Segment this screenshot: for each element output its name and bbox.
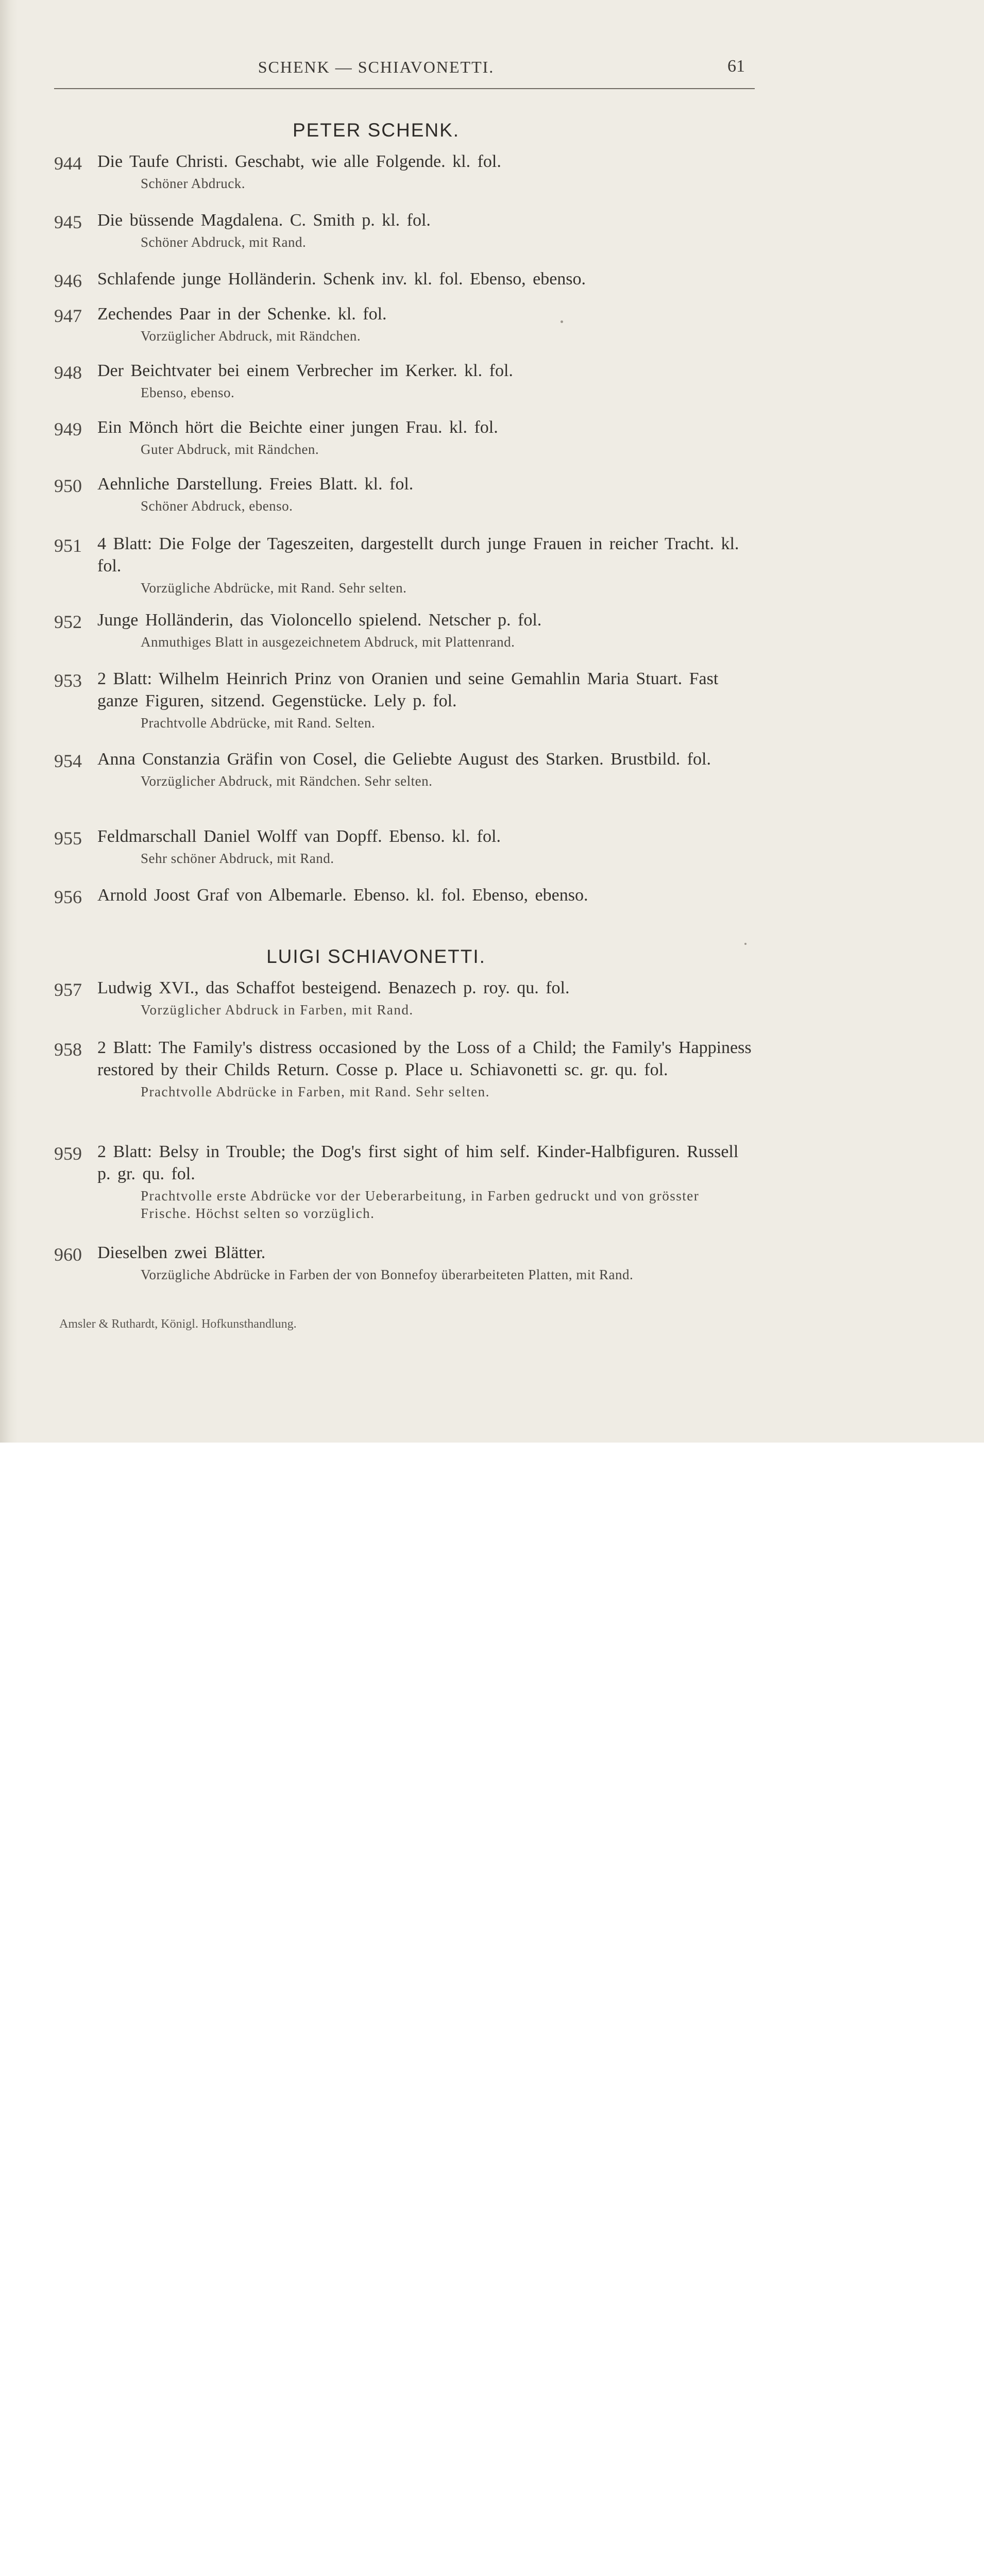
page-number: 61: [727, 57, 745, 76]
entry-note: Schöner Abdruck.: [141, 176, 245, 191]
catalog-entry: [54, 977, 752, 1019]
entry-note: Sehr schöner Abdruck, mit Rand.: [141, 851, 334, 866]
section-title-schiavonetti: LUIGI SCHIAVONETTI.: [266, 946, 486, 967]
entry-note: Vorzüglicher Abdruck in Farben, mit Rand.: [141, 1002, 414, 1018]
entry-number: 956: [54, 887, 82, 907]
paper-speck: [561, 320, 563, 323]
catalog-entry: [54, 825, 752, 867]
entry-text: Zechendes Paar in der Schenke. kl. fol.: [97, 304, 387, 324]
entry-number: 945: [54, 212, 82, 232]
entry-text: 2 Blatt: Belsy in Trouble; the Dog's first sight of him self. Kinder-Halbfiguren. Russell p. gr. qu. fol.: [97, 1142, 739, 1183]
entry-text: Junge Holländerin, das Violoncello spielend. Netscher p. fol.: [97, 611, 542, 630]
entry-text: 2 Blatt: The Family's distress occasioned by the Loss of a Child; the Family's Happiness restored by their Childs Return. Cosse p. Place u. Schiavonetti sc. gr. qu. fol.: [97, 1038, 752, 1079]
entry-text: Arnold Joost Graf von Albemarle. Ebenso. kl. fol. Ebenso, ebenso.: [97, 886, 588, 905]
entry-text: Anna Constanzia Gräfin von Cosel, die Geliebte August des Starken. Brustbild. fol.: [97, 750, 711, 769]
entry-number: 959: [54, 1143, 82, 1164]
running-title: SCHENK — SCHIAVONETTI.: [258, 58, 495, 76]
entry-number: 955: [54, 828, 82, 849]
catalog-entry: [54, 668, 752, 732]
paper-speck: [744, 943, 747, 945]
catalog-entry: [54, 1141, 752, 1222]
entry-note: Schöner Abdruck, ebenso.: [141, 498, 293, 514]
catalog-entry: [54, 884, 752, 906]
entry-number: 953: [54, 670, 82, 691]
catalog-entry: [54, 748, 752, 790]
entry-note: Schöner Abdruck, mit Rand.: [141, 234, 307, 250]
entry-text: Die Taufe Christi. Geschabt, wie alle Folgende. kl. fol.: [97, 152, 501, 171]
entry-note: Vorzüglicher Abdruck, mit Rändchen. Sehr selten.: [141, 773, 433, 789]
entry-text: Ludwig XVI., das Schaffot besteigend. Benazech p. roy. qu. fol.: [97, 978, 570, 997]
catalog-entry: [54, 533, 752, 597]
entry-text: Die büssende Magdalena. C. Smith p. kl. fol.: [97, 211, 431, 230]
entry-note: Ebenso, ebenso.: [141, 385, 235, 400]
entry-note: Vorzüglicher Abdruck, mit Rändchen.: [141, 328, 361, 344]
entry-text: 2 Blatt: Wilhelm Heinrich Prinz von Oranien und seine Gemahlin Maria Stuart. Fast ganze Figuren, sitzend. Gegenstücke. Lely p. fol.: [97, 669, 719, 710]
scan-edge-shadow: [0, 0, 18, 1443]
catalog-entry: [54, 609, 752, 651]
catalog-entry: [54, 473, 752, 515]
entry-note: Anmuthiges Blatt in ausgezeichnetem Abdruck, mit Plattenrand.: [141, 634, 515, 650]
catalog-entry: [54, 1242, 752, 1283]
entry-number: 950: [54, 476, 82, 496]
entry-number: 946: [54, 270, 82, 291]
publisher-imprint: Amsler & Ruthardt, Königl. Hofkunsthandlung.: [59, 1317, 297, 1331]
catalog-entry: [54, 416, 752, 458]
entry-note: Prachtvolle erste Abdrücke vor der Ueberarbeitung, in Farben gedruckt und von grösster Frische. Höchst selten so vorzüglich.: [141, 1188, 700, 1221]
entry-number: 951: [54, 535, 82, 556]
catalog-entry: [54, 1037, 752, 1100]
entry-note: Prachtvolle Abdrücke in Farben, mit Rand. Sehr selten.: [141, 1084, 490, 1099]
catalog-entry: [54, 360, 752, 401]
entry-text: Schlafende junge Holländerin. Schenk inv. kl. fol. Ebenso, ebenso.: [97, 269, 586, 289]
entry-text: Dieselben zwei Blätter.: [97, 1243, 266, 1262]
entry-number: 948: [54, 362, 82, 383]
catalog-entry: [54, 268, 752, 290]
header-rule: [54, 88, 755, 89]
entry-number: 960: [54, 1244, 82, 1265]
entry-number: 957: [54, 979, 82, 1000]
catalog-entry: [54, 150, 752, 192]
entry-note: Vorzügliche Abdrücke, mit Rand. Sehr selten.: [141, 580, 407, 596]
catalog-entry: [54, 209, 752, 251]
entry-number: 952: [54, 612, 82, 632]
entry-number: 947: [54, 306, 82, 326]
entry-note: Prachtvolle Abdrücke, mit Rand. Selten.: [141, 715, 376, 731]
entry-text: Aehnliche Darstellung. Freies Blatt. kl. fol.: [97, 474, 414, 494]
entry-note: Vorzügliche Abdrücke in Farben der von Bonnefoy überarbeiteten Platten, mit Rand.: [141, 1267, 634, 1282]
entry-text: 4 Blatt: Die Folge der Tageszeiten, dargestellt durch junge Frauen in reicher Tracht. kl. fol.: [97, 534, 739, 575]
section-title-schenk: PETER SCHENK.: [292, 120, 460, 141]
digitization-footer: [0, 1443, 984, 1520]
entry-text: Der Beichtvater bei einem Verbrecher im Kerker. kl. fol.: [97, 361, 513, 380]
entry-number: 954: [54, 751, 82, 771]
entry-number: 949: [54, 419, 82, 439]
running-header: [0, 58, 984, 78]
entry-note: Guter Abdruck, mit Rändchen.: [141, 442, 319, 457]
catalog-entry: [54, 303, 752, 345]
entry-text: Feldmarschall Daniel Wolff van Dopff. Ebenso. kl. fol.: [97, 827, 501, 846]
entry-text: Ein Mönch hört die Beichte einer jungen Frau. kl. fol.: [97, 418, 498, 437]
entry-number: 944: [54, 153, 82, 174]
entry-number: 958: [54, 1039, 82, 1060]
